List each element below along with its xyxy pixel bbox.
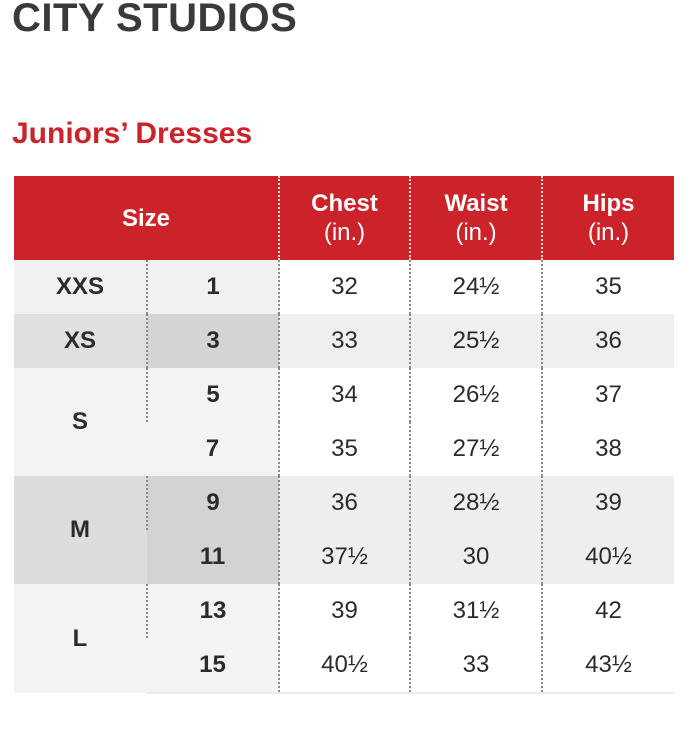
header-row [14, 176, 674, 260]
hips-cell: 35 [542, 260, 674, 314]
hips-cell: 36 [542, 314, 674, 368]
header-waist-unit: (in.) [455, 219, 497, 246]
chest-cell: 32 [279, 260, 410, 314]
hips-cell: 38 [542, 422, 674, 476]
header-size-label: Size [121, 204, 171, 232]
letter-size-cell: XXS [14, 260, 147, 314]
chest-cell: 35 [279, 422, 410, 476]
table-row [14, 476, 674, 530]
numeric-size-cell: 5 [147, 368, 279, 422]
letter-size-cell: L [14, 584, 147, 693]
header-chest-unit: (in.) [323, 219, 366, 246]
table-row [14, 368, 674, 422]
waist-cell: 33 [410, 638, 542, 693]
hips-cell: 40½ [542, 530, 674, 584]
hips-cell: 37 [542, 368, 674, 422]
table-row [14, 314, 674, 368]
table-row [14, 260, 674, 314]
chart-subtitle: Juniors’ Dresses [12, 117, 253, 150]
waist-cell: 28½ [410, 476, 542, 530]
numeric-size-cell: 9 [147, 476, 279, 530]
header-size [14, 176, 279, 260]
waist-cell: 25½ [410, 314, 542, 368]
numeric-size-cell: 7 [147, 422, 279, 476]
numeric-size-cell: 11 [147, 530, 279, 584]
numeric-size-cell: 1 [147, 260, 279, 314]
hips-cell: 42 [542, 584, 674, 638]
waist-cell: 31½ [410, 584, 542, 638]
table-row [14, 584, 674, 638]
letter-size-cell: XS [14, 314, 147, 368]
header-chest-label: Chest [311, 190, 378, 217]
numeric-size-cell: 15 [147, 638, 279, 693]
chest-cell: 39 [279, 584, 410, 638]
letter-size-cell: S [14, 368, 147, 476]
waist-cell: 26½ [410, 368, 542, 422]
chest-cell: 37½ [279, 530, 410, 584]
brand-title: CITY STUDIOS [12, 0, 298, 40]
waist-cell: 30 [410, 530, 542, 584]
waist-cell: 24½ [410, 260, 542, 314]
header-hips [542, 176, 674, 260]
header-hips-unit: (in.) [587, 219, 630, 246]
chest-cell: 40½ [279, 638, 410, 693]
chest-cell: 34 [279, 368, 410, 422]
hips-cell: 39 [542, 476, 674, 530]
chest-cell: 36 [279, 476, 410, 530]
hips-cell: 43½ [542, 638, 674, 693]
waist-cell: 27½ [410, 422, 542, 476]
chest-cell: 33 [279, 314, 410, 368]
header-hips-label: Hips [582, 190, 635, 217]
header-chest [279, 176, 410, 260]
header-waist-label: Waist [444, 190, 508, 217]
numeric-size-cell: 3 [147, 314, 279, 368]
numeric-size-cell: 13 [147, 584, 279, 638]
letter-size-cell: M [14, 476, 147, 584]
header-waist [410, 176, 542, 260]
size-chart-table [14, 176, 674, 694]
